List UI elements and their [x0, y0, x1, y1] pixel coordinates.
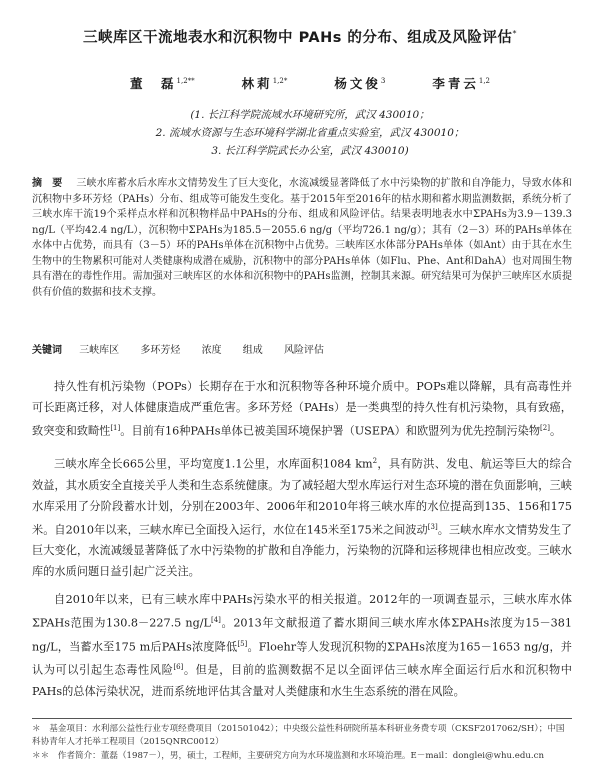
keyword: 风险评估 [283, 345, 324, 356]
author: 杨文俊$^3$ [334, 76, 386, 91]
abstract-text: 三峡水库蓄水后水库水文情势发生了巨大变化，水流减缓显著降低了水中污染物的扩散和自净能力，导致水体和沉积物中多环芳烃（PAHs）分布、组成等可能发生变化。基于2015年至2016年的枯水期和蓄水期监测数据，系统分析了三峡水库干流19个采样点水样和沉积物样品中PAHs的分布、组成和风险评估。结果表明地表水中ΣPAHs为3.9－139.3 ng/L（平均42.4 ng/L），沉积物中ΣPAHs为185.5－2055.6 ng/g（平均726.1 ng/g）；其有（2－3）环的PAHs单体在水体中占优势，而具有（3－5）环的PAHs单体在沉积物中占优势。三峡库区水体部分PAHs单体（如Ant）由于其在水生生物中的生物累积可能对人类健康构成潜在威胁，沉积物中的部分PAHs单体（如Flu、Phe、Ant和DahA）也对周围生物具有潜在的毒性作用。需加强对三峡库区的水体和沉积物中的PAHs监测，控制其来源。研究结果可为保护三峡库区水质提供有价值的数据和技术支撑。 [32, 178, 573, 298]
body-paragraph-3: 自2010年以来，已有三峡水库中PAHs污染水平的相关报道。2012年的一项调查显示，三峡水库水体ΣPAHs范围为130.8－227.5 ng/L[4]。2013年文献报道了蓄水期间三峡水库水体ΣPAHs浓度为15－381 ng/L，当蓄水至175 m后PAHs浓度降低[5]。Floehr等人发现沉积物的ΣPAHs浓度为165－1653 ng/g，并认为可以引起生态毒性风险[6]。但是，目前的监测数据不足以全面评估三峡水库全面运行后水和沉积物中PAHs的总体污染状况，进而系统地评估其含量对人类健康和水生生态系统的潜在风险。 [32, 593, 572, 699]
affiliation-line: 2. 流域水资源与生态环境科学湖北省重点实验室，武汉 430010； [155, 127, 465, 139]
keywords-label: 关键词 [32, 345, 62, 356]
keyword: 组成 [242, 345, 263, 356]
citation: [3] [427, 522, 438, 531]
affiliation-line: 3. 长江科学院武长办公室，武汉 430010) [211, 145, 409, 157]
citation: [1] [110, 424, 121, 432]
author-list [130, 74, 490, 92]
abstract [32, 176, 572, 300]
paper-title: 三峡库区干流地表水和沉积物中 PAHs 的分布、组成及风险评估* [83, 29, 517, 46]
body-paragraph-1: 持久性有机污染物（POPs）长期存在于水和沉积物等各种环境介质中。POPs难以降解，具有高毒性并可长距离迁移，对人体健康造成严重危害。多环芳烃（PAHs）是一类典型的持久性有机污染物，具有致癌，致突变和致畸性[1]。目前有16种PAHs单体已被美国环境保护署（USEPA）和欧盟列为优先控制污染物[2]。 [32, 380, 572, 438]
citation: [4] [210, 616, 221, 624]
keywords [32, 341, 572, 356]
affiliation-line: (1. 长江科学院流域水环境研究所，武汉 430010； [190, 109, 430, 121]
abstract-label: 摘 要 [32, 178, 63, 189]
keyword: 浓度 [201, 345, 222, 356]
footnote-funding: ＊ 基金项目：水利部公益性行业专项经费项目（201501042）；中央级公益性科研院所基本科研业务费专项（CKSF2017062/SH）；中国科协青年人才托举工程项目（2015QNRC0012） [32, 724, 565, 747]
title-footnote-marker: * [512, 29, 517, 38]
footnote-divider [32, 718, 572, 719]
keyword: 三峡库区 [79, 345, 120, 356]
citation: [5] [237, 639, 248, 648]
keyword: 多环芳烃 [140, 345, 181, 356]
citation: [2] [540, 424, 550, 432]
author: 林莉$^{1,2*}$ [241, 76, 288, 91]
body-paragraph-2: 三峡水库全长665公里，平均宽度1.1公里，水库面积1084 $km^2$，具有防洪、发电、航运等巨大的综合效益，其水质安全直接关乎人类和生态系统健康。为了减轻超大型水库运行对生态环境的潜在负面影响，三峡水库采用了分阶段蓄水计划，分别在2003年、2006年和2010年将三峡水库的水位提高到135、156和175米。自2010年以来，三峡水库已全面投入运行，水位在145米至175米之间波动[3]。三峡水库水文情势发生了巨大变化，水流减缓显著降低了水中污染物的扩散和自净能力，污染物的沉降和运移规律也相应改变。三峡水库的水质问题日益引起广泛关注。 [32, 457, 572, 579]
footnote-author-bio: ＊＊ 作者简介：董磊（1987－），男，硕士，工程师，主要研究方向为水环境监测和水环境治理。E－mail：donglei@whu.edu.cn [32, 751, 544, 761]
author: 董 磊$^{1,2**}$ [130, 76, 195, 91]
author: 李青云$^{1,2}$ [432, 76, 490, 91]
citation: [6] [173, 663, 184, 672]
